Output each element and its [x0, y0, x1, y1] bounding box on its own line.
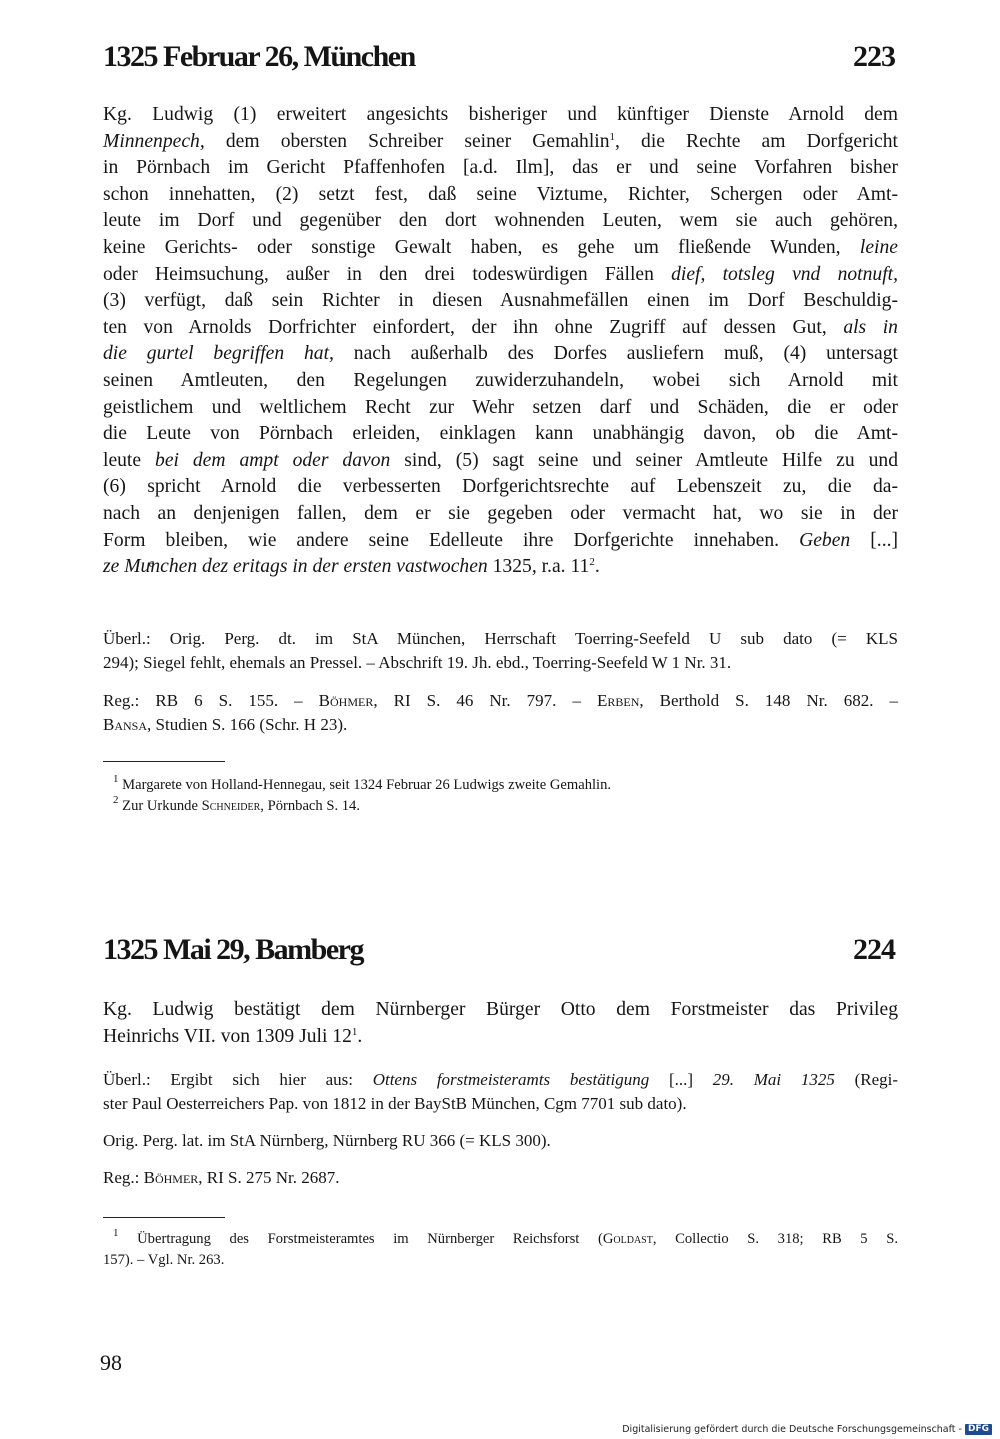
regesten-223: [103, 689, 898, 737]
regesten-line: Bansa, Studien S. 166 (Schr. H 23).: [103, 715, 348, 734]
footnote-2: $^2$ Zur Urkunde Schneider, Pörnbach S. 14.: [113, 794, 361, 814]
regest-line: schon innehatten, (2) setzt fest, daß seine Viztume, Richter, Schergen oder Amt-: [103, 183, 898, 205]
ueberlieferung-line: 294); Siegel fehlt, ehemals an Pressel. – Abschrift 19. Jh. ebd., Toerring-Seefeld W 1 Nr. 31.: [103, 653, 732, 672]
regest-line: die gurtel begriffen hat, nach außerhalb des Dorfes ausliefern muß, (4) untersagt: [103, 343, 898, 365]
heading-date-place: 1325 Februar 26, München: [103, 40, 415, 73]
document-heading-224: [103, 933, 895, 967]
ueberlieferung-line: ster Paul Oesterreichers Pap. von 1812 in der BayStB München, Cgm 7701 sub dato).: [103, 1094, 687, 1113]
regest-line: Form bleiben, wie andere seine Edelleute ihre Dorfgerichte innehaben. Geben [...]: [103, 529, 899, 551]
regest-line: oder Heimsuchung, außer in den drei todeswürdigen Fällen dief, totsleg vnd notnuft,: [103, 263, 898, 285]
footnotes-223: [113, 775, 898, 817]
regesten-line: Reg.: RB 6 S. 155. – Böhmer, RI S. 46 Nr. 797. – Erben, Berthold S. 148 Nr. 682. –: [103, 691, 898, 710]
document-heading-223: [103, 40, 895, 74]
document-number: 224: [853, 933, 895, 966]
heading-date-place: 1325 Mai 29, Bamberg: [103, 933, 363, 966]
dfg-logo-icon: DFG: [965, 1424, 992, 1435]
page-number: 98: [100, 1350, 122, 1375]
ueberlieferung-line: Überl.: Orig. Perg. dt. im StA München, Herrschaft Toerring-Seefeld U sub dato (= KLS: [103, 629, 898, 648]
regest-line: (6) spricht Arnold die verbesserten Dorfgerichtsrechte auf Lebenszeit zu, die da-: [103, 476, 898, 498]
regest-line: ten von Arnolds Dorfrichter einfordert, der ihn ohne Zugriff auf dessen Gut, als in: [103, 316, 898, 338]
regest-line: ze Muͤnchen dez eritags in der ersten vastwochen 1325, r.a. $11^2$.: [103, 556, 600, 578]
footnote-divider: [103, 761, 225, 762]
footnote-1: $^1$ Übertragung des Forstmeisteramtes im Nürnberger Reichsforst (Goldast, Collectio S. 318; RB 5 S.: [113, 1227, 899, 1247]
funding-text: Digitalisierung gefördert durch die Deutsche Forschungsgemeinschaft -: [622, 1424, 962, 1435]
document-number: 223: [853, 40, 895, 73]
ueberlieferung-line: Überl.: Ergibt sich hier aus: Ottens forstmeisteramts bestätigung [...] 29. Mai 1325 (Regi-: [103, 1070, 899, 1089]
regest-line: seinen Amtleuten, den Regelungen zuwiderzuhandeln, wobei sich Arnold mit: [103, 369, 898, 391]
regesten-line: Reg.: Böhmer, RI S. 275 Nr. 2687.: [103, 1168, 340, 1187]
regesten-224: [103, 1166, 898, 1190]
regest-line: leute bei dem ampt oder davon sind, (5) sagt seine und seiner Amtleute Hilfe zu und: [103, 449, 898, 471]
footnote-1-cont: 157). – Vgl. Nr. 263.: [103, 1252, 225, 1268]
regest-line: Heinrichs VII. von 1309 Juli $12^1$.: [103, 1025, 363, 1047]
regest-line: geistlichem und weltlichem Recht zur Wehr setzen darf und Schäden, die er oder: [103, 396, 898, 418]
footnote-1: $^1$ Margarete von Holland-Hennegau, seit 1324 Februar 26 Ludwigs zweite Gemahlin.: [113, 773, 612, 793]
regest-line: Kg. Ludwig bestätigt dem Nürnberger Bürger Otto dem Forstmeister das Privileg: [103, 999, 898, 1020]
ueberlieferung-223: [103, 627, 898, 675]
regest-223: [103, 102, 898, 581]
original-line: Orig. Perg. lat. im StA Nürnberg, Nürnberg RU 366 (= KLS 300).: [103, 1131, 551, 1150]
regest-line: Kg. Ludwig (1) erweitert angesichts bisheriger und künftiger Dienste Arnold dem: [103, 104, 898, 125]
regest-line: nach an denjenigen fallen, dem er sie gegeben oder vermacht hat, wo sie in der: [103, 502, 898, 524]
regest-line: leute im Dorf und gegenüber den dort wohnenden Leuten, wem sie auch gehören,: [103, 210, 898, 232]
regest-224: [103, 997, 898, 1050]
regest-line: Minnenpech, dem obersten Schreiber seiner Gemahlin$^1$, die Rechte am Dorfgericht: [103, 130, 898, 152]
regest-line: keine Gerichts- oder sonstige Gewalt haben, es gehe um fließende Wunden, leine: [103, 236, 898, 258]
original-224: [103, 1129, 898, 1153]
footnotes-224: [103, 1227, 899, 1271]
ueberlieferung-224: [103, 1068, 899, 1116]
regest-line: (3) verfügt, daß sein Richter in diesen Ausnahmefällen einen im Dorf Beschuldig-: [103, 290, 898, 312]
funding-footer: [622, 1424, 992, 1435]
regest-line: in Pörnbach im Gericht Pfaffenhofen [a.d. Ilm], das er und seine Vorfahren bisher: [103, 157, 898, 179]
regest-line: die Leute von Pörnbach erleiden, einklagen kann unabhängig davon, ob die Amt-: [103, 423, 898, 445]
footnote-divider: [103, 1217, 225, 1218]
